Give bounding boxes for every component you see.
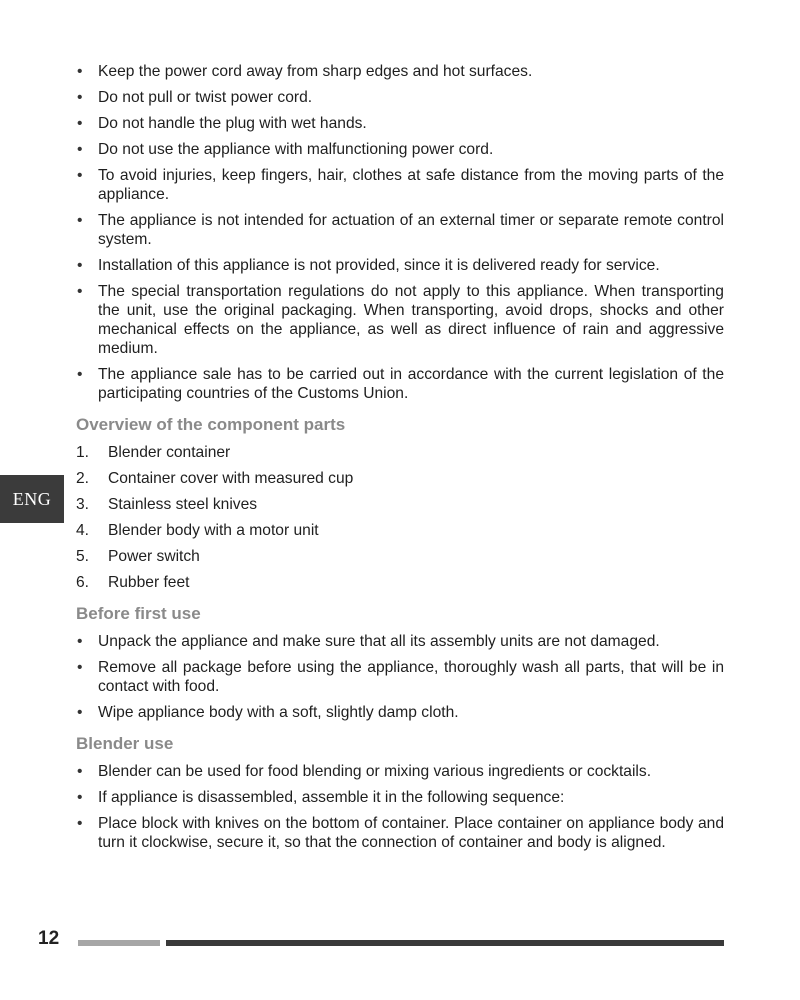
list-item: • Do not use the appliance with malfunctioning power cord. [76,140,724,159]
item-number: 1. [76,444,90,461]
item-label: Power switch [108,548,200,565]
section-heading-blender-use: Blender use [76,734,174,753]
page-number: 12 [38,928,60,949]
item-label: Container cover with measured cup [108,470,354,487]
blender-use-list [76,762,724,852]
item-label: Rubber feet [108,574,190,591]
page-footer [38,928,728,958]
language-tab: ENG [0,475,64,523]
component-parts-list [76,443,724,592]
list-item: • Unpack the appliance and make sure that all its assembly units are not damaged. [76,632,724,651]
list-item [76,547,724,566]
list-item: • Keep the power cord away from sharp edges and hot surfaces. [76,62,724,81]
list-item: • Remove all package before using the appliance, thoroughly wash all parts, that will be in contact with food. [76,658,724,696]
list-item [76,521,724,540]
list-item: • The appliance is not intended for actuation of an external timer or separate remote control system. [76,211,724,249]
list-item: • The appliance sale has to be carried out in accordance with the current legislation of the participating countries of the Customs Union. [76,365,724,403]
footer-divider-dark [166,940,724,946]
list-item [76,495,724,514]
list-item: • Place block with knives on the bottom of container. Place container on appliance body and turn it clockwise, secure it, so that the connection of container and body is aligned. [76,814,724,852]
list-item: • To avoid injuries, keep fingers, hair, clothes at safe distance from the moving parts of the appliance. [76,166,724,204]
list-item: • Wipe appliance body with a soft, slightly damp cloth. [76,703,724,722]
section-heading-overview: Overview of the component parts [76,415,346,434]
page-content [76,62,724,859]
safety-list [76,62,724,403]
list-item: • Do not pull or twist power cord. [76,88,724,107]
item-label: Blender container [108,444,231,461]
first-use-list [76,632,724,722]
list-item: • The special transportation regulations do not apply to this appliance. When transporting the unit, use the original packaging. When transporting, avoid drops, shocks and other mechanical effects on the appliance, as well as direct influence of rain and aggressive medium. [76,282,724,358]
item-number: 5. [76,548,90,565]
list-item [76,443,724,462]
item-number: 2. [76,470,90,487]
item-label: Stainless steel knives [108,496,258,513]
list-item: • Do not handle the plug with wet hands. [76,114,724,133]
item-number: 6. [76,574,90,591]
list-item [76,573,724,592]
list-item: • Installation of this appliance is not provided, since it is delivered ready for service. [76,256,724,275]
list-item [76,469,724,488]
section-heading-first-use: Before first use [76,604,201,623]
list-item: • Blender can be used for food blending or mixing various ingredients or cocktails. [76,762,724,781]
item-number: 3. [76,496,90,513]
footer-divider-light [78,940,160,946]
item-number: 4. [76,522,90,539]
list-item: • If appliance is disassembled, assemble it in the following sequence: [76,788,724,807]
item-label: Blender body with a motor unit [108,522,319,539]
